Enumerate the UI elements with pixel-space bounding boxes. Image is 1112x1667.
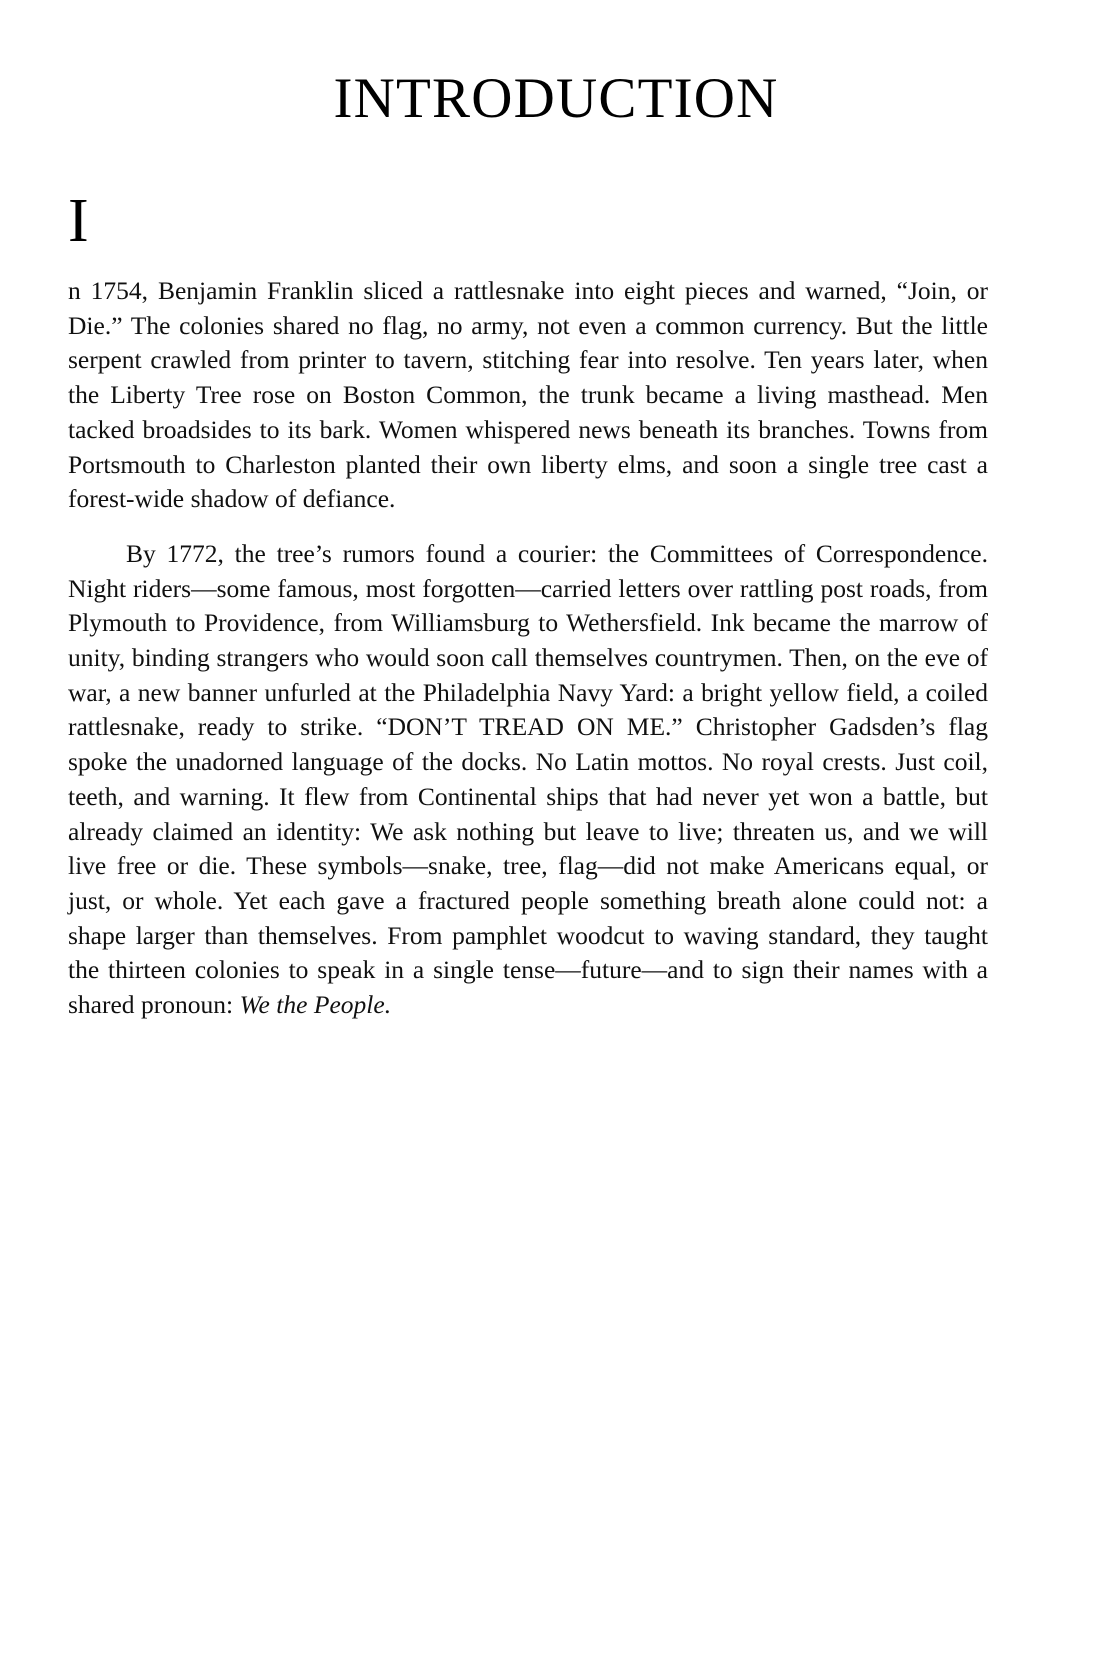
body-text-block <box>68 187 988 1023</box>
paragraph-2 <box>68 537 988 1023</box>
drop-cap: I <box>68 187 89 255</box>
paragraph-2-italic-phrase: We the People. <box>239 990 392 1020</box>
paragraph-2-main: By 1772, the tree’s rumors found a courier: the Committees of Correspondence. Night riders—some famous, most forgotten—carried letters over rattling post roads, from Plymouth to Providence, from Williamsburg to Wethersfield. Ink became the marrow of unity, binding strangers who would soon call themselves countrymen. Then, on the eve of war, a new banner unfurled at the Philadelphia Navy Yard: a bright yellow field, a coiled rattlesnake, ready to strike. “DON’T TREAD ON ME.” Christopher Gadsden’s flag spoke the unadorned language of the docks. No Latin mottos. No royal crests. Just coil, teeth, and warning. It flew from Continental ships that had never yet won a battle, but already claimed an identity: We ask nothing but leave to live; threaten us, and we will live free or die. These symbols—snake, tree, flag—did not make Americans equal, or just, or whole. Yet each gave a fractured people something breath alone could not: a shape larger than themselves. From pamphlet woodcut to waving standard, they taught the thirteen colonies to speak in a single tense—future—and to sign their names with a shared pronoun: <box>68 538 988 1020</box>
page-title: INTRODUCTION <box>333 67 779 130</box>
paragraph-1: n 1754, Benjamin Franklin sliced a rattlesnake into eight pieces and warned, “Join, or Die.” The colonies shared no flag, no army, not even a common currency. But the little serpent crawled from printer to tavern, stitching fear into resolve. Ten years later, when the Liberty Tree rose on Boston Common, the trunk became a living masthead. Men tacked broadsides to its bark. Women whispered news beneath its branches. Towns from Portsmouth to Charleston planted their own liberty elms, and soon a single tree cast a forest-wide shadow of defiance. <box>68 276 988 514</box>
